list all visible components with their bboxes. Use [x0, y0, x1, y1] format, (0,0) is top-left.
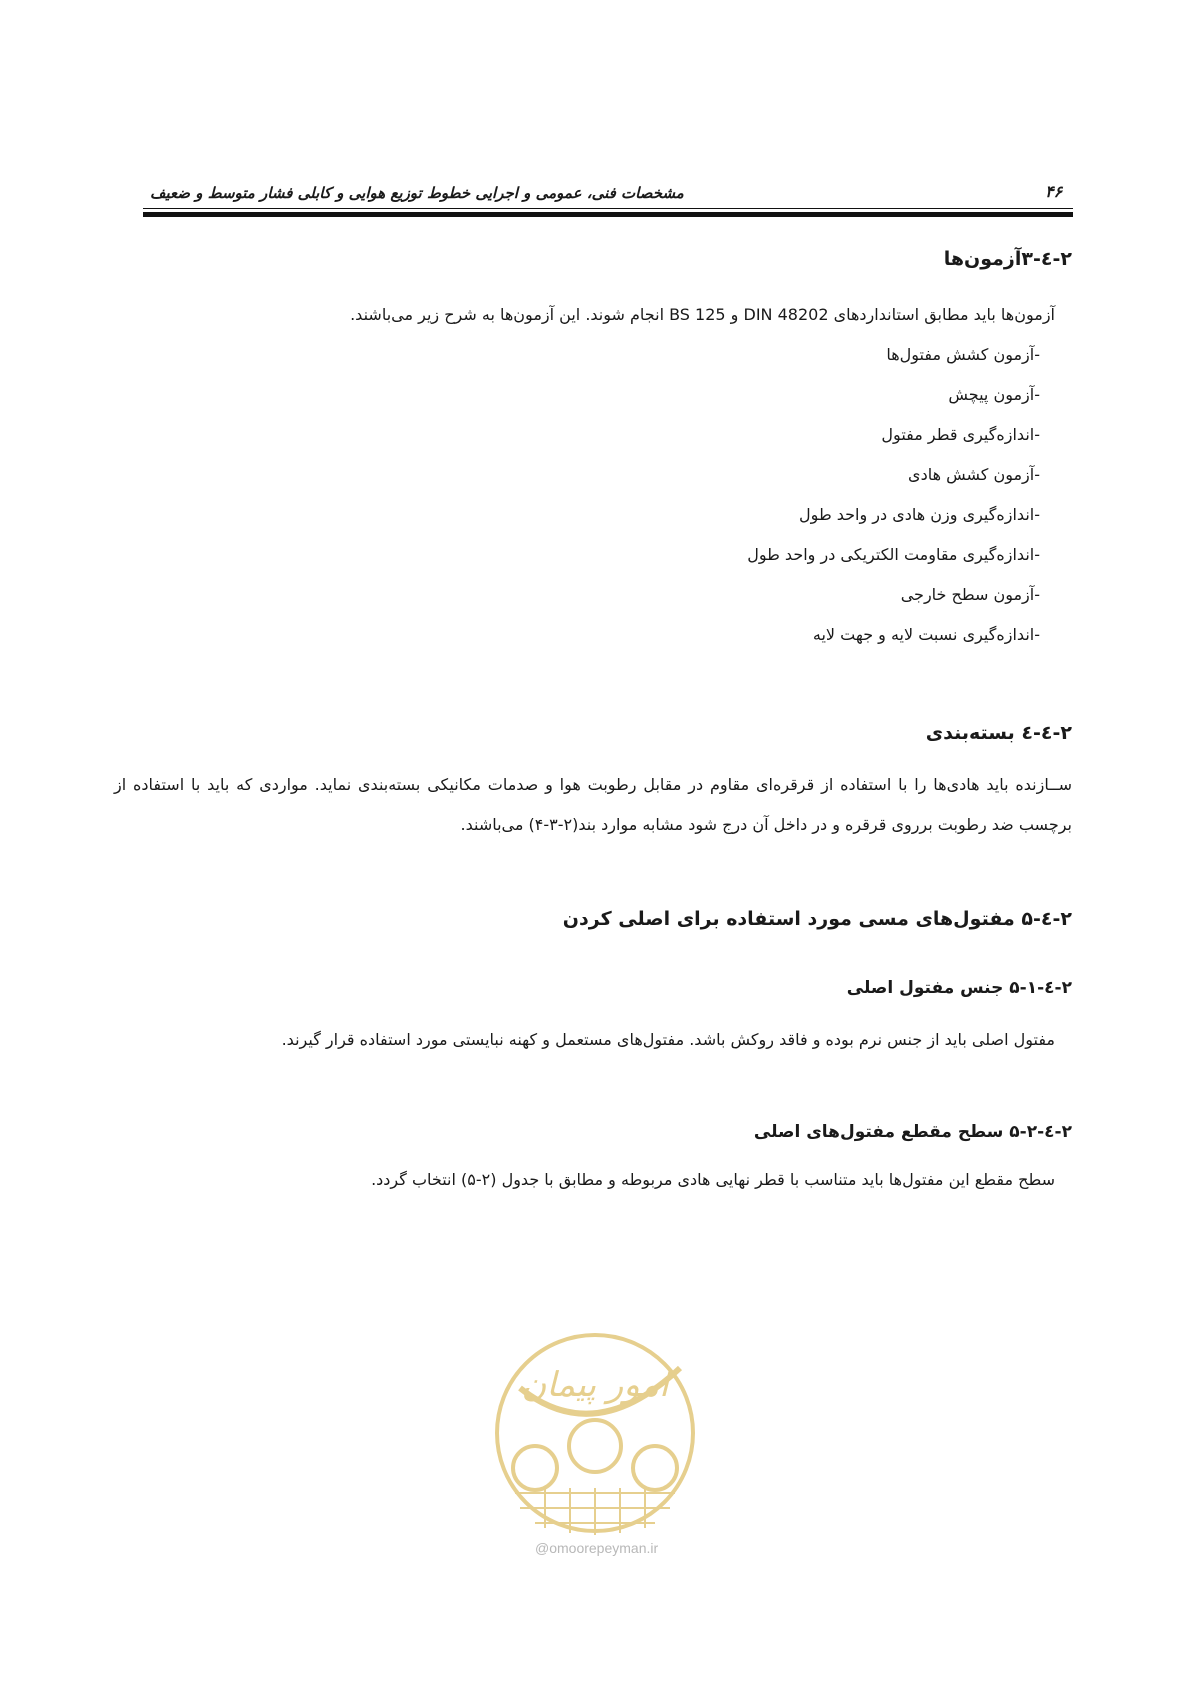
wire-material-paragraph: مفتول اصلی باید از جنس نرم بوده و فاقد روکش باشد. مفتول‌های مستعمل و کهنه نبایستی مورد استفاده قرار گیرند. — [281, 1030, 1055, 1049]
page-number: ۴۶ — [1045, 182, 1063, 201]
list-item: -آزمون کشش مفتول‌ها — [886, 345, 1040, 364]
list-item: -اندازه‌گیری مقاومت الکتریکی در واحد طول — [747, 545, 1040, 564]
list-item: -اندازه‌گیری نسبت لایه و جهت لایه — [812, 625, 1040, 644]
watermark-url: @omoorepeyman.ir — [535, 1540, 659, 1556]
cross-section-paragraph: سطح مقطع این مفتول‌ها باید متناسب با قطر نهایی هادی مربوطه و مطابق با جدول (۲-۵) انتخاب گردد. — [371, 1170, 1055, 1189]
list-item: -اندازه‌گیری وزن هادی در واحد طول — [799, 505, 1040, 524]
watermark-logo — [490, 1328, 700, 1538]
list-item: -آزمون کشش هادی — [908, 465, 1040, 484]
tests-intro-paragraph: آزمون‌ها باید مطابق استانداردهای DIN 48202 و BS 125 انجام شوند. این آزمون‌ها به شرح زیر می‌باشند. — [350, 305, 1055, 324]
subsection-heading-cross-section: ۲-٤-۵-۲ سطح مقطع مفتول‌های اصلی — [753, 1122, 1072, 1142]
watermark-logo-text: امور پیمان — [521, 1365, 669, 1405]
list-item: -آزمون سطح خارجی — [900, 585, 1040, 604]
running-header-title: مشخصات فنی، عمومی و اجرایی خطوط توزیع هوایی و کابلی فشار متوسط و ضعیف — [150, 184, 684, 202]
packaging-paragraph: ســازنده باید هادی‌ها را با استفاده از قرقره‌ای مقاوم در مقابل رطوبت هوا و صدمات مکانیکی بسته‌بندی نماید. مواردی که باید با استفاده از برچسب ضد رطوبت برروی قرقره و در داخل آن درج شود مشابه موارد بند(۲-۳-۴) می‌باشند. — [114, 775, 1072, 834]
list-item: -آزمون پیچش — [948, 385, 1040, 404]
section-heading-packaging: ۲-٤-٤ بسته‌بندی — [925, 722, 1072, 744]
section-heading-tests: ۲-٤-۳آزمون‌ها — [943, 248, 1072, 270]
list-item: -اندازه‌گیری قطر مفتول — [881, 425, 1040, 444]
section-heading-copper-wires: ۲-٤-۵ مفتول‌های مسی مورد استفاده برای اصلی کردن — [562, 908, 1072, 930]
header-rule-thick — [143, 212, 1073, 217]
header-rule-thin — [143, 208, 1073, 209]
subsection-heading-wire-material: ۲-٤-۵-۱ جنس مفتول اصلی — [846, 978, 1072, 998]
